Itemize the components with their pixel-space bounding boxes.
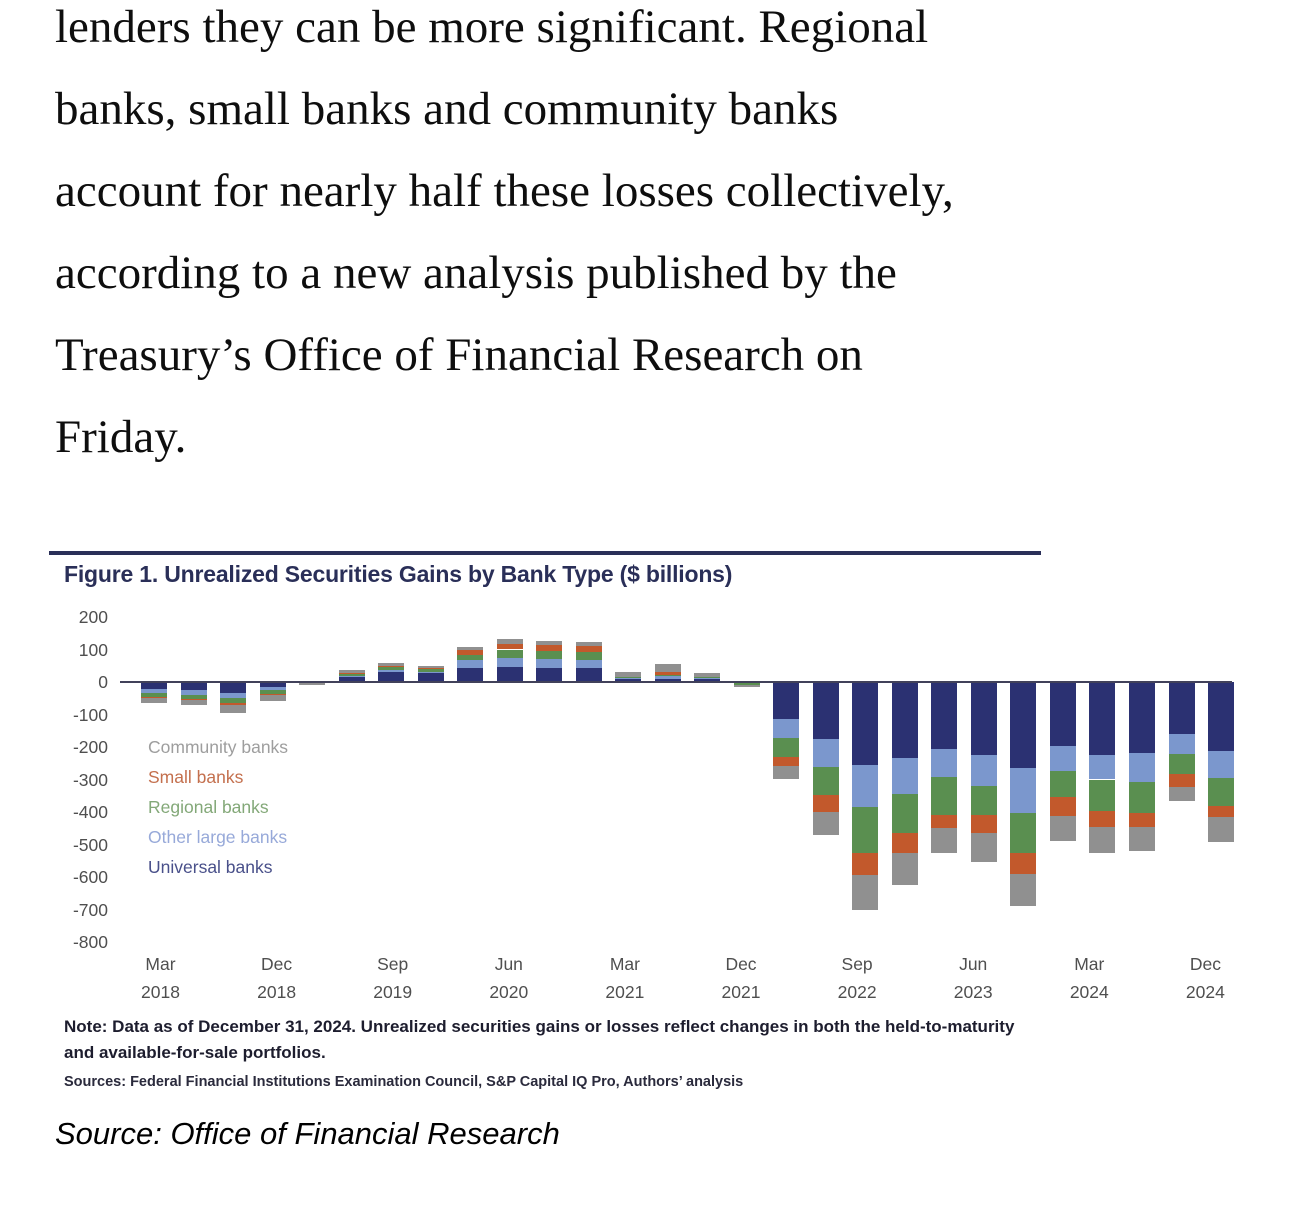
bar-segment: [931, 682, 957, 749]
bar-segment: [378, 663, 404, 666]
article-line: banks, small banks and community banks: [55, 83, 839, 135]
bar-segment: [141, 682, 167, 689]
bar-segment: [260, 695, 286, 700]
bar-segment: [576, 660, 602, 668]
x-axis-tick-year: 2021: [605, 982, 645, 1002]
article-line: Treasury’s Office of Financial Research on: [55, 329, 863, 381]
y-axis-tick-label: 0: [98, 672, 108, 692]
legend-item: Universal banks: [148, 857, 273, 877]
bar-segment: [931, 749, 957, 778]
image-caption: Source: Office of Financial Research: [55, 1116, 560, 1151]
x-axis-tick-month: Jun: [959, 954, 988, 974]
bar-segment: [813, 795, 839, 812]
y-axis-tick-label: 100: [78, 639, 108, 660]
bar-segment: [971, 833, 997, 862]
y-axis-tick-label: -300: [72, 769, 108, 790]
x-axis-tick-year: 2020: [489, 982, 529, 1002]
bar-segment: [773, 682, 799, 719]
legend-item: Small banks: [148, 767, 244, 787]
y-axis-tick-label: -100: [72, 704, 108, 725]
y-axis-tick-label: -600: [72, 867, 108, 887]
bar-segment: [1089, 827, 1115, 853]
bar-segment: [181, 682, 207, 690]
bar-segment: [418, 666, 444, 668]
bar-segment: [418, 668, 444, 669]
bar-segment: [813, 767, 839, 796]
bar-segment: [655, 664, 681, 672]
bar-segment: [1050, 746, 1076, 771]
bar-segment: [576, 642, 602, 646]
article-line: Friday.: [55, 411, 187, 463]
y-axis-tick-label: -700: [72, 899, 108, 920]
bar-segment: [141, 698, 167, 703]
bar-segment: [1089, 811, 1115, 827]
bar-segment: [339, 676, 365, 677]
bar-segment: [615, 672, 641, 677]
y-axis-tick-label: -400: [72, 802, 108, 822]
article-line: account for nearly half these losses collectively,: [55, 165, 954, 217]
bar-segment: [1169, 754, 1195, 774]
x-axis-tick-month: Mar: [609, 954, 640, 974]
bar-segment: [536, 641, 562, 645]
bar-segment: [694, 678, 720, 679]
bar-segment: [852, 807, 878, 853]
bar-segment: [497, 667, 523, 682]
y-axis-tick-label: -500: [72, 834, 108, 855]
bar-segment: [655, 672, 681, 675]
bar-segment: [418, 672, 444, 674]
bar-segment: [339, 674, 365, 676]
bar-segment: [339, 670, 365, 673]
bar-segment: [576, 668, 602, 682]
bar-segment: [773, 757, 799, 766]
x-axis-tick-year: 2024: [1069, 982, 1109, 1002]
article-line: lenders they can be more significant. Regional: [55, 1, 929, 53]
bar-segment: [1050, 771, 1076, 797]
bar-segment: [497, 639, 523, 644]
bar-segment: [1129, 682, 1155, 753]
bar-segment: [813, 739, 839, 767]
bar-segment: [655, 675, 681, 677]
bar-segment: [655, 676, 681, 678]
x-axis-tick-month: Dec: [725, 954, 757, 974]
figure-note-line: and available-for-sale portfolios.: [64, 1043, 326, 1062]
bar-segment: [1169, 774, 1195, 787]
bar-segment: [1010, 874, 1036, 906]
bar-segment: [813, 812, 839, 835]
bar-segment: [1129, 753, 1155, 783]
bar-segment: [931, 815, 957, 828]
figure-sources: Sources: Federal Financial Institutions Examination Council, S&P Capital IQ Pro, Authors’ analysis: [64, 1074, 744, 1090]
legend-item: Regional banks: [148, 797, 269, 817]
bar-segment: [931, 828, 957, 853]
bar-segment: [615, 677, 641, 678]
bar-segment: [576, 652, 602, 660]
bar-segment: [1129, 827, 1155, 852]
bar-segment: [971, 815, 997, 833]
y-axis-tick-label: -800: [72, 932, 108, 952]
bar-segment: [457, 655, 483, 661]
bar-segment: [457, 650, 483, 654]
bar-segment: [773, 719, 799, 738]
bar-segment: [852, 853, 878, 875]
bar-segment: [536, 659, 562, 668]
bar-segment: [1208, 778, 1234, 806]
bar-segment: [773, 738, 799, 758]
bar-segment: [339, 673, 365, 674]
bar-segment: [1129, 813, 1155, 826]
bar-segment: [1208, 806, 1234, 817]
bar-segment: [378, 670, 404, 673]
bar-segment: [1208, 751, 1234, 778]
x-axis-tick-year: 2018: [257, 982, 297, 1002]
bar-segment: [536, 668, 562, 682]
bar-segment: [457, 647, 483, 651]
bar-segment: [892, 853, 918, 886]
bar-segment: [220, 705, 246, 713]
bar-segment: [1010, 853, 1036, 875]
x-axis-tick-year: 2018: [141, 982, 180, 1002]
bar-segment: [536, 645, 562, 651]
bar-segment: [813, 682, 839, 739]
bar-segment: [971, 682, 997, 755]
bar-segment: [418, 669, 444, 672]
bar-segment: [1208, 817, 1234, 842]
bar-segment: [1169, 682, 1195, 734]
bar-segment: [1010, 768, 1036, 813]
x-axis-tick-month: Sep: [377, 954, 409, 974]
bar-segment: [852, 875, 878, 910]
x-axis-tick-year: 2023: [953, 982, 993, 1002]
bar-segment: [971, 755, 997, 786]
x-axis-tick-year: 2022: [837, 982, 877, 1002]
bar-segment: [615, 678, 641, 679]
bar-segment: [1050, 797, 1076, 816]
bar-segment: [892, 682, 918, 758]
x-axis-tick-year: 2019: [373, 982, 413, 1002]
bar-segment: [931, 777, 957, 814]
bar-segment: [892, 758, 918, 794]
figure-note-line: Note: Data as of December 31, 2024. Unrealized securities gains or losses reflect changes in both the held-to-maturity: [64, 1017, 1015, 1036]
legend-item: Other large banks: [148, 827, 288, 847]
bar-segment: [497, 658, 523, 667]
x-axis-tick-month: Dec: [261, 954, 293, 974]
x-axis-tick-month: Dec: [1189, 954, 1221, 974]
bar-segment: [1089, 780, 1115, 812]
bar-segment: [1050, 816, 1076, 841]
zero-axis-line: [120, 681, 1232, 683]
x-axis-tick-month: Mar: [145, 954, 176, 974]
bar-segment: [1010, 682, 1036, 768]
bar-segment: [457, 668, 483, 682]
bar-segment: [497, 644, 523, 650]
bar-segment: [1010, 813, 1036, 853]
bar-segment: [694, 673, 720, 678]
bar-segment: [457, 660, 483, 668]
bar-segment: [971, 786, 997, 815]
y-axis-tick-label: -200: [72, 737, 108, 757]
x-axis-tick-month: Mar: [1074, 954, 1105, 974]
bar-segment: [378, 666, 404, 667]
bar-segment: [852, 682, 878, 765]
bar-segment: [220, 682, 246, 693]
bar-segment: [1208, 682, 1234, 751]
y-axis-tick-label: 200: [78, 607, 108, 627]
bar-segment: [892, 794, 918, 833]
article-line: according to a new analysis published by the: [55, 247, 897, 299]
bar-segment: [536, 651, 562, 659]
x-axis-tick-year: 2021: [721, 982, 761, 1002]
bar-segment: [892, 833, 918, 853]
bar-segment: [299, 683, 325, 685]
bar-segment: [576, 646, 602, 652]
bar-segment: [1169, 734, 1195, 754]
bar-segment: [773, 766, 799, 779]
bar-segment: [852, 765, 878, 807]
bar-segment: [734, 685, 760, 686]
bar-segment: [1089, 755, 1115, 779]
x-axis-tick-year: 2024: [1185, 982, 1225, 1002]
bar-segment: [497, 650, 523, 658]
bar-segment: [1169, 787, 1195, 801]
legend-item: Community banks: [148, 737, 289, 757]
x-axis-tick-month: Jun: [494, 954, 523, 974]
bar-segment: [181, 700, 207, 705]
figure-note: [64, 1014, 1014, 1066]
bar-segment: [1089, 682, 1115, 755]
bar-segment: [378, 666, 404, 669]
x-axis-tick-month: Sep: [841, 954, 873, 974]
bar-segment: [694, 677, 720, 678]
figure-title: Figure 1. Unrealized Securities Gains by Bank Type ($ billions): [64, 561, 733, 587]
bar-segment: [1050, 682, 1076, 746]
bar-segment: [1129, 782, 1155, 813]
